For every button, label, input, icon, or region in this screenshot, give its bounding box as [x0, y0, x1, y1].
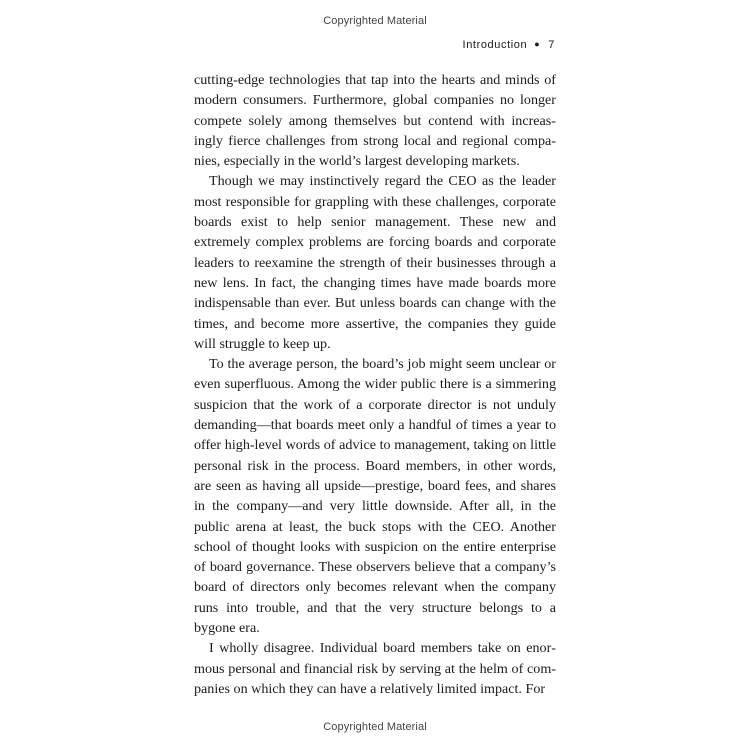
- body-text: [194, 70, 556, 699]
- bullet-separator: ●: [534, 39, 541, 49]
- section-title: Introduction: [462, 39, 528, 51]
- copyright-watermark-bottom: Copyrighted Material: [323, 721, 427, 733]
- page-number: 7: [548, 39, 555, 51]
- paragraph-continued: cutting-edge technologies that tap into the hearts and minds of modern consumers. Furthermore, global companies no longer compete solely among themselves but contend with increasingly fierce challenges from strong local and regional companies, especially in the world’s largest developing markets.: [194, 72, 556, 170]
- copyright-watermark-top: Copyrighted Material: [323, 15, 427, 27]
- paragraph: Though we may instinctively regard the CEO as the leader most responsible for grappling with these challenges, corporate boards exist to help senior management. These new and extremely complex problems are forcing boards and corporate leaders to reexamine the strength of their businesses through a new lens. In fact, the changing times have made boards more indispensable than ever. But unless boards can change with the times, and become more assertive, the companies they guide will struggle to keep up.: [194, 173, 556, 352]
- paragraph: I wholly disagree. Individual board members take on enormous personal and financial risk by serving at the helm of companies on which they can have a relatively limited impact. For: [194, 640, 556, 697]
- running-head: [463, 39, 555, 51]
- paragraph: To the average person, the board’s job might seem unclear or even superfluous. Among the wider public there is a simmering suspicion that the work of a corporate director is not unduly demanding—that boards meet only a handful of times a year to offer high-level words of advice to management, taking on little personal risk in the process. Board members, in other words, are seen as having all upside—prestige, board fees, and shares in the company—and very little downside. After all, in the public arena at least, the buck stops with the CEO. Another school of thought looks with suspicion on the entire enterprise of board governance. These observers believe that a company’s board of directors only becomes relevant when the company runs into trouble, and that the very structure belongs to a bygone era.: [194, 356, 556, 637]
